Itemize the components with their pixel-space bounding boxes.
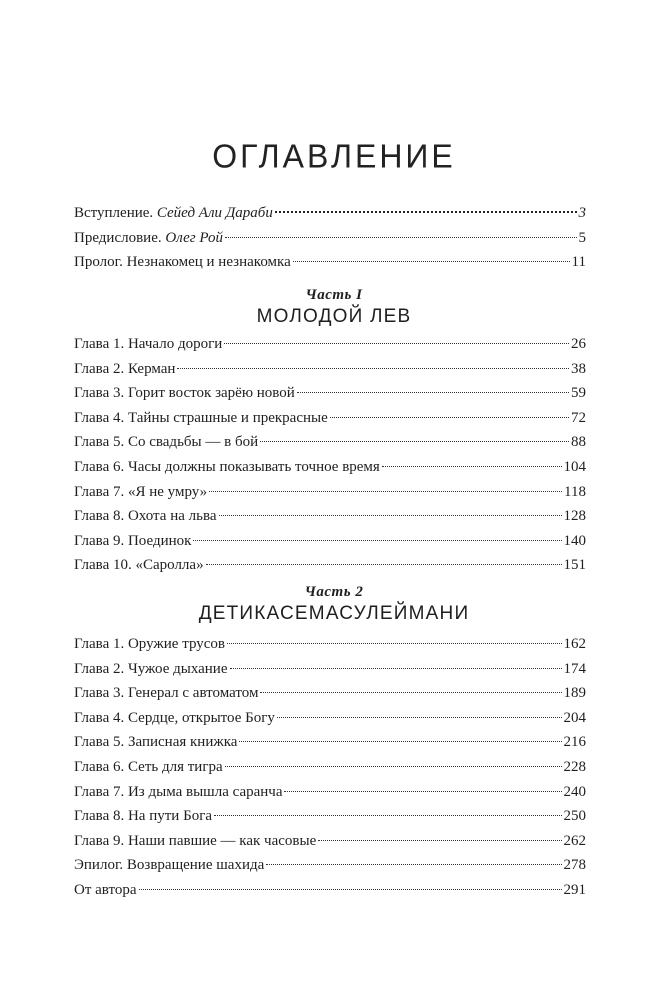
part-number: Часть 2 xyxy=(304,584,364,600)
part-1-chapters xyxy=(74,332,586,578)
leader-dots xyxy=(318,840,561,841)
entry-label: Глава 3. Горит восток зарёю новой xyxy=(74,385,295,402)
entry-page: 128 xyxy=(563,508,586,525)
entry-page: 204 xyxy=(563,709,586,726)
entry-page: 38 xyxy=(571,360,586,377)
toc-entry[interactable] xyxy=(74,455,586,480)
part-1-heading xyxy=(0,287,668,328)
entry-label: Глава 8. Охота на льва xyxy=(74,508,217,525)
toc-entry[interactable] xyxy=(74,504,586,529)
entry-page: 59 xyxy=(571,385,586,402)
entry-page: 151 xyxy=(563,557,586,574)
leader-dots xyxy=(230,668,562,669)
leader-dots xyxy=(239,741,561,742)
leader-dots xyxy=(219,515,562,516)
page-title: ОГЛАВЛЕНИЕ xyxy=(212,137,456,175)
entry-page: 5 xyxy=(578,229,586,246)
toc-entry[interactable] xyxy=(74,381,586,406)
entry-page: 291 xyxy=(563,881,586,898)
toc-entry[interactable] xyxy=(74,755,586,780)
entry-page: 240 xyxy=(563,783,586,800)
entry-label: Глава 2. Чужое дыхание xyxy=(74,660,228,677)
entry-label: Глава 9. Поединок xyxy=(74,532,192,549)
leader-dots xyxy=(260,441,569,442)
toc-entry[interactable] xyxy=(74,529,586,554)
leader-dots xyxy=(139,889,562,890)
leader-dots xyxy=(224,343,569,344)
toc-entry[interactable] xyxy=(74,250,586,275)
leader-dots xyxy=(266,864,561,865)
entry-page: 189 xyxy=(563,685,586,702)
leader-dots xyxy=(209,491,562,492)
toc-entry[interactable] xyxy=(74,853,586,878)
toc-entry[interactable] xyxy=(74,829,586,854)
toc-entry[interactable] xyxy=(74,878,586,903)
toc-entry[interactable] xyxy=(74,632,586,657)
leader-dots xyxy=(260,692,561,693)
entry-label: Глава 4. Тайны страшные и прекрасные xyxy=(74,409,328,426)
entry-page: 162 xyxy=(563,636,586,652)
entry-label: Глава 10. «Саролла» xyxy=(74,557,204,574)
toc-entry[interactable] xyxy=(74,480,586,505)
entry-page: 174 xyxy=(563,660,586,677)
part-number: Часть I xyxy=(305,287,363,303)
leader-dots xyxy=(277,717,562,718)
entry-page: 140 xyxy=(563,532,586,549)
entry-label: Глава 9. Наши павшие — как часовые xyxy=(74,832,317,849)
part-title: ДЕТИКАСЕМАСУЛЕЙМАНИ xyxy=(198,603,470,624)
leader-dots xyxy=(214,815,561,816)
toc-entry[interactable] xyxy=(74,681,586,706)
part-2-heading xyxy=(0,584,668,625)
entry-page: 262 xyxy=(563,832,586,849)
entry-page: 88 xyxy=(571,434,586,451)
entry-label: Глава 1. Начало дороги xyxy=(74,336,223,352)
toc-entry[interactable] xyxy=(74,553,586,578)
entry-label: Глава 3. Генерал с автоматом xyxy=(74,685,259,702)
entry-page: 26 xyxy=(571,336,586,352)
toc-front-matter xyxy=(74,201,586,275)
toc-entry[interactable] xyxy=(74,226,586,251)
toc-entry[interactable] xyxy=(74,201,586,226)
entry-page: 118 xyxy=(564,483,586,500)
leader-dots xyxy=(382,466,562,467)
leader-dots xyxy=(225,766,562,767)
leader-dots xyxy=(193,540,561,541)
entry-label: От автора xyxy=(74,881,137,898)
toc-entry[interactable] xyxy=(74,406,586,431)
toc-entry[interactable] xyxy=(74,657,586,682)
entry-label: Предисловие. Олег Рой xyxy=(74,229,224,246)
leader-dots xyxy=(177,368,569,369)
entry-label: Глава 7. Из дыма вышла саранча xyxy=(74,783,283,800)
entry-page: 11 xyxy=(571,254,586,271)
entry-label: Глава 5. Записная книжка xyxy=(74,734,238,751)
entry-label: Глава 8. На пути Бога xyxy=(74,808,213,825)
leader-dots xyxy=(330,417,569,418)
entry-label: Глава 5. Со свадьбы — в бой xyxy=(74,434,259,451)
entry-page: 216 xyxy=(563,734,586,751)
entry-label: Пролог. Незнакомец и незнакомка xyxy=(74,254,291,271)
entry-label: Глава 1. Оружие трусов xyxy=(74,636,225,652)
entry-label: Глава 4. Сердце, открытое Богу xyxy=(74,709,275,726)
leader-dots xyxy=(225,237,576,238)
leader-dots xyxy=(284,791,561,792)
toc-entry[interactable] xyxy=(74,780,586,805)
leader-dots xyxy=(275,211,577,213)
leader-dots xyxy=(297,392,569,393)
toc-entry[interactable] xyxy=(74,804,586,829)
leader-dots xyxy=(293,261,570,262)
entry-label: Глава 6. Сеть для тигра xyxy=(74,758,223,775)
toc-entry[interactable] xyxy=(74,730,586,755)
toc-entry[interactable] xyxy=(74,357,586,382)
entry-label: Эпилог. Возвращение шахида xyxy=(74,857,265,874)
toc-entry[interactable] xyxy=(74,430,586,455)
entry-label: Глава 7. «Я не умру» xyxy=(74,483,208,500)
entry-page: 72 xyxy=(571,409,586,426)
entry-label: Глава 2. Керман xyxy=(74,360,176,377)
entry-page: 3 xyxy=(578,205,586,221)
leader-dots xyxy=(227,643,562,644)
toc-entry[interactable] xyxy=(74,706,586,731)
toc-entry[interactable] xyxy=(74,332,586,357)
entry-page: 278 xyxy=(563,857,586,874)
part-title: МОЛОДОЙ ЛЕВ xyxy=(256,306,412,327)
part-2-chapters xyxy=(74,632,586,903)
entry-page: 250 xyxy=(563,808,586,825)
entry-label: Вступление. Сейед Али Дараби xyxy=(74,205,273,221)
entry-label: Глава 6. Часы должны показывать точное время xyxy=(74,458,380,475)
entry-page: 104 xyxy=(563,458,586,475)
entry-page: 228 xyxy=(563,758,586,775)
leader-dots xyxy=(206,564,562,565)
